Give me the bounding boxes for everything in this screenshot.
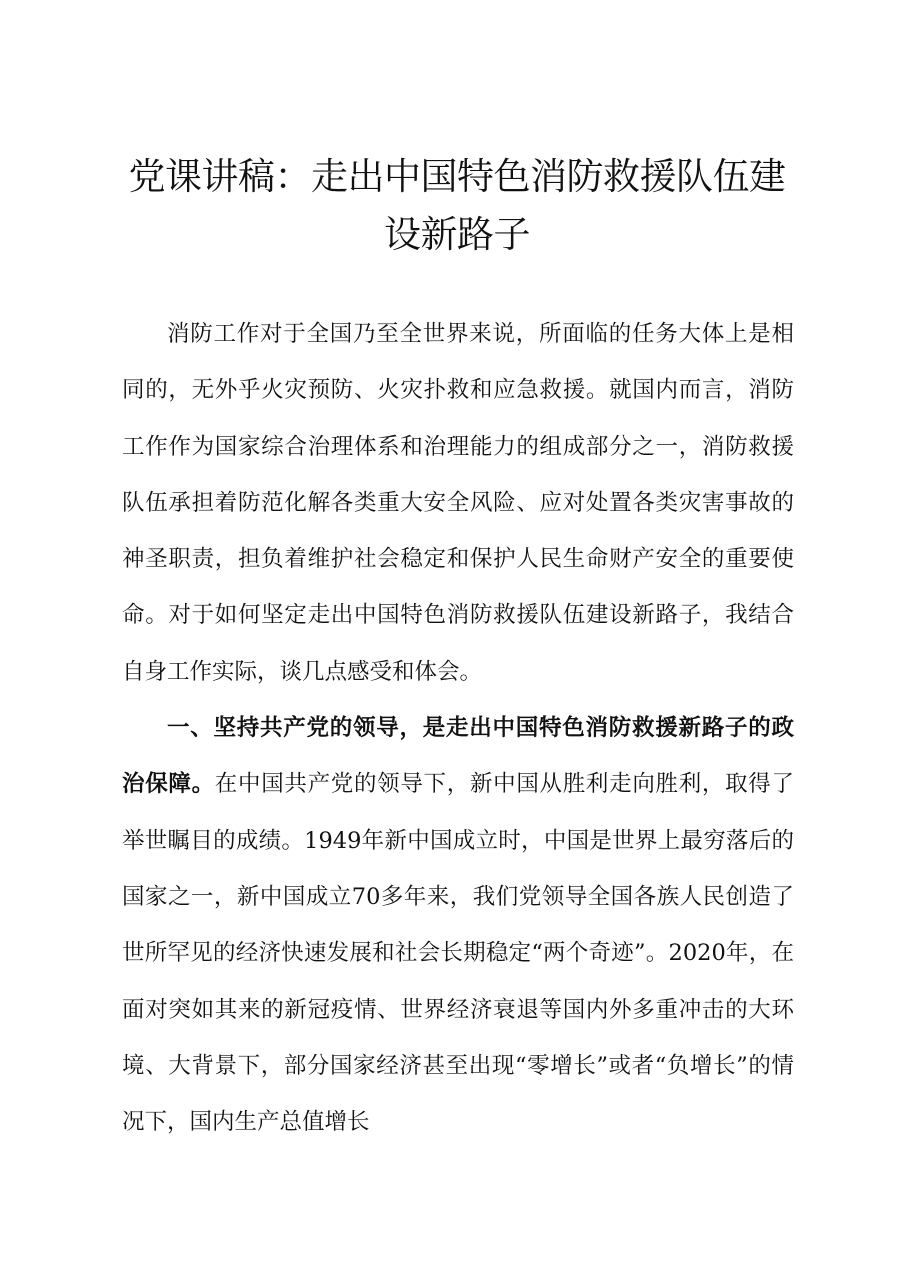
document-body [122,306,794,1150]
document-title: 党课讲稿：走出中国特色消防救援队伍建设新路子 [128,155,786,256]
paragraph-section-one [122,700,794,1150]
paragraph-intro [122,306,794,700]
section-one-text: 在中国共产党的领导下，新中国从胜利走向胜利，取得了举世瞩目的成绩。1949年新中国成立时，中国是世界上最穷落后的国家之一，新中国成立70多年来，我们党领导全国各族人民创造了世所罕见的经济快速发展和社会长期稳定“两个奇迹”。2020年，在面对突如其来的新冠疫情、世界经济衰退等国内外多重冲击的大环境、大背景下，部分国家经济甚至出现“零增长”或者“负增长”的情况下，国内生产总值增长 [122,771,794,1136]
paragraph-intro-text: 消防工作对于全国乃至全世界来说，所面临的任务大体上是相同的，无外乎火灾预防、火灾扑救和应急救援。就国内而言，消防工作作为国家综合治理体系和治理能力的组成部分之一，消防救援队伍承担着防范化解各类重大安全风险、应对处置各类灾害事故的神圣职责，担负着维护社会稳定和保护人民生命财产安全的重要使命。对于如何坚定走出中国特色消防救援队伍建设新路子，我结合自身工作实际，谈几点感受和体会。 [122,321,794,685]
section-one-heading: 一、坚持共产党的领导，是走出中国特色消防救援新路子的政治保障。 [122,715,794,798]
